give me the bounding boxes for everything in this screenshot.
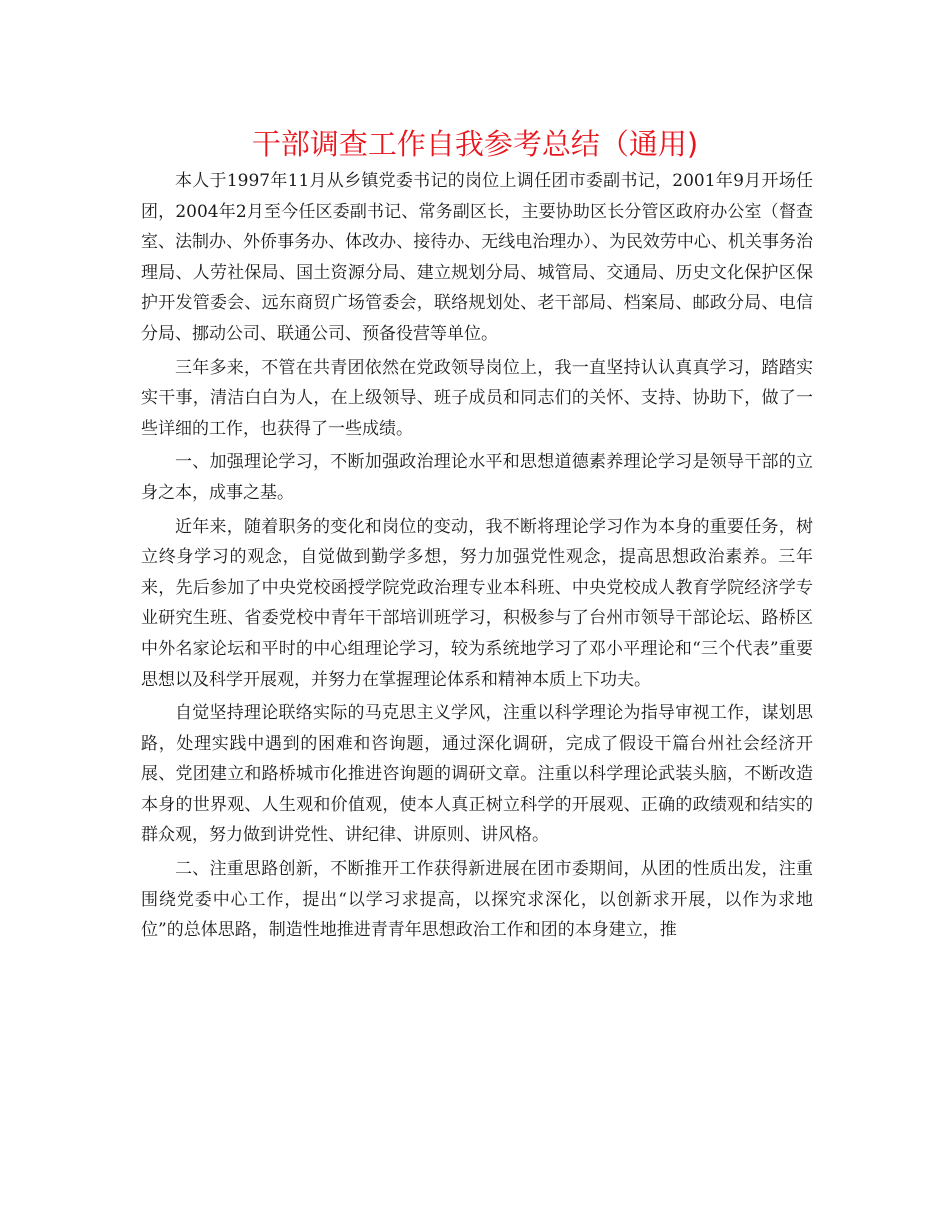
paragraph: 近年来，随着职务的变化和岗位的变动，我不断将理论学习作为本身的重要任务，树立终身学习的观念，自觉做到勤学多想，努力加强党性观念，提高思想政治素养。三年来，先后参加了中央党校函授学院党政治理专业本科班、中央党校成人教育学院经济学专业研究生班、省委党校中青年干部培训班学习，积极参与了台州市领导干部论坛、路桥区中外名家论坛和平时的中心组理论学习，较为系统地学习了邓小平理论和“三个代表”重要思想以及科学开展观，并努力在掌握理论体系和精神本质上下功夫。: [141, 516, 813, 690]
paragraph: 三年多来，不管在共青团依然在党政领导岗位上，我一直坚持认认真真学习，踏踏实实干事，清洁白白为人，在上级领导、班子成员和同志们的关怀、支持、协助下，做了一些详细的工作，也获得了一些成绩。: [141, 357, 813, 439]
paragraph: 一、加强理论学习，不断加强政治理论水平和思想道德素养理论学习是领导干部的立身之本，成事之基。: [141, 452, 813, 503]
paragraph: 自觉坚持理论联络实际的马克思主义学风，注重以科学理论为指导审视工作，谋划思路，处理实践中遇到的困难和咨询题，通过深化调研，完成了假设干篇台州社会经济开展、党团建立和路桥城市化推进咨询题的调研文章。注重以科学理论武装头脑，不断改造本身的世界观、人生观和价值观，使本人真正树立科学的开展观、正确的政绩观和结实的群众观，努力做到讲党性、讲纪律、讲原则、讲风格。: [141, 703, 813, 846]
paragraph: 本人于1997年11月从乡镇党委书记的岗位上调任团市委副书记，2001年9月开场任团，2004年2月至今任区委副书记、常务副区长，主要协助区长分管区政府办公室（督查室、法制办、外侨事务办、体改办、接待办、无线电治理办）、为民效劳中心、机关事务治理局、人劳社保局、国土资源分局、建立规划分局、城管局、交通局、历史文化保护区保护开发管委会、远东商贸广场管委会，联络规划处、老干部局、档案局、邮政分局、电信分局、挪动公司、联通公司、预备役营等单位。: [141, 171, 813, 344]
document-title: 干部调查工作自我参考总结（通用): [251, 127, 699, 161]
document-body: [141, 166, 813, 949]
paragraph: 二、注重思路创新，不断推开工作获得新进展在团市委期间，从团的性质出发，注重围绕党委中心工作，提出“以学习求提高，以探究求深化，以创新求开展，以作为求地位”的总体思路，制造性地推进青青年思想政治工作和团的本身建立，推: [141, 859, 813, 941]
